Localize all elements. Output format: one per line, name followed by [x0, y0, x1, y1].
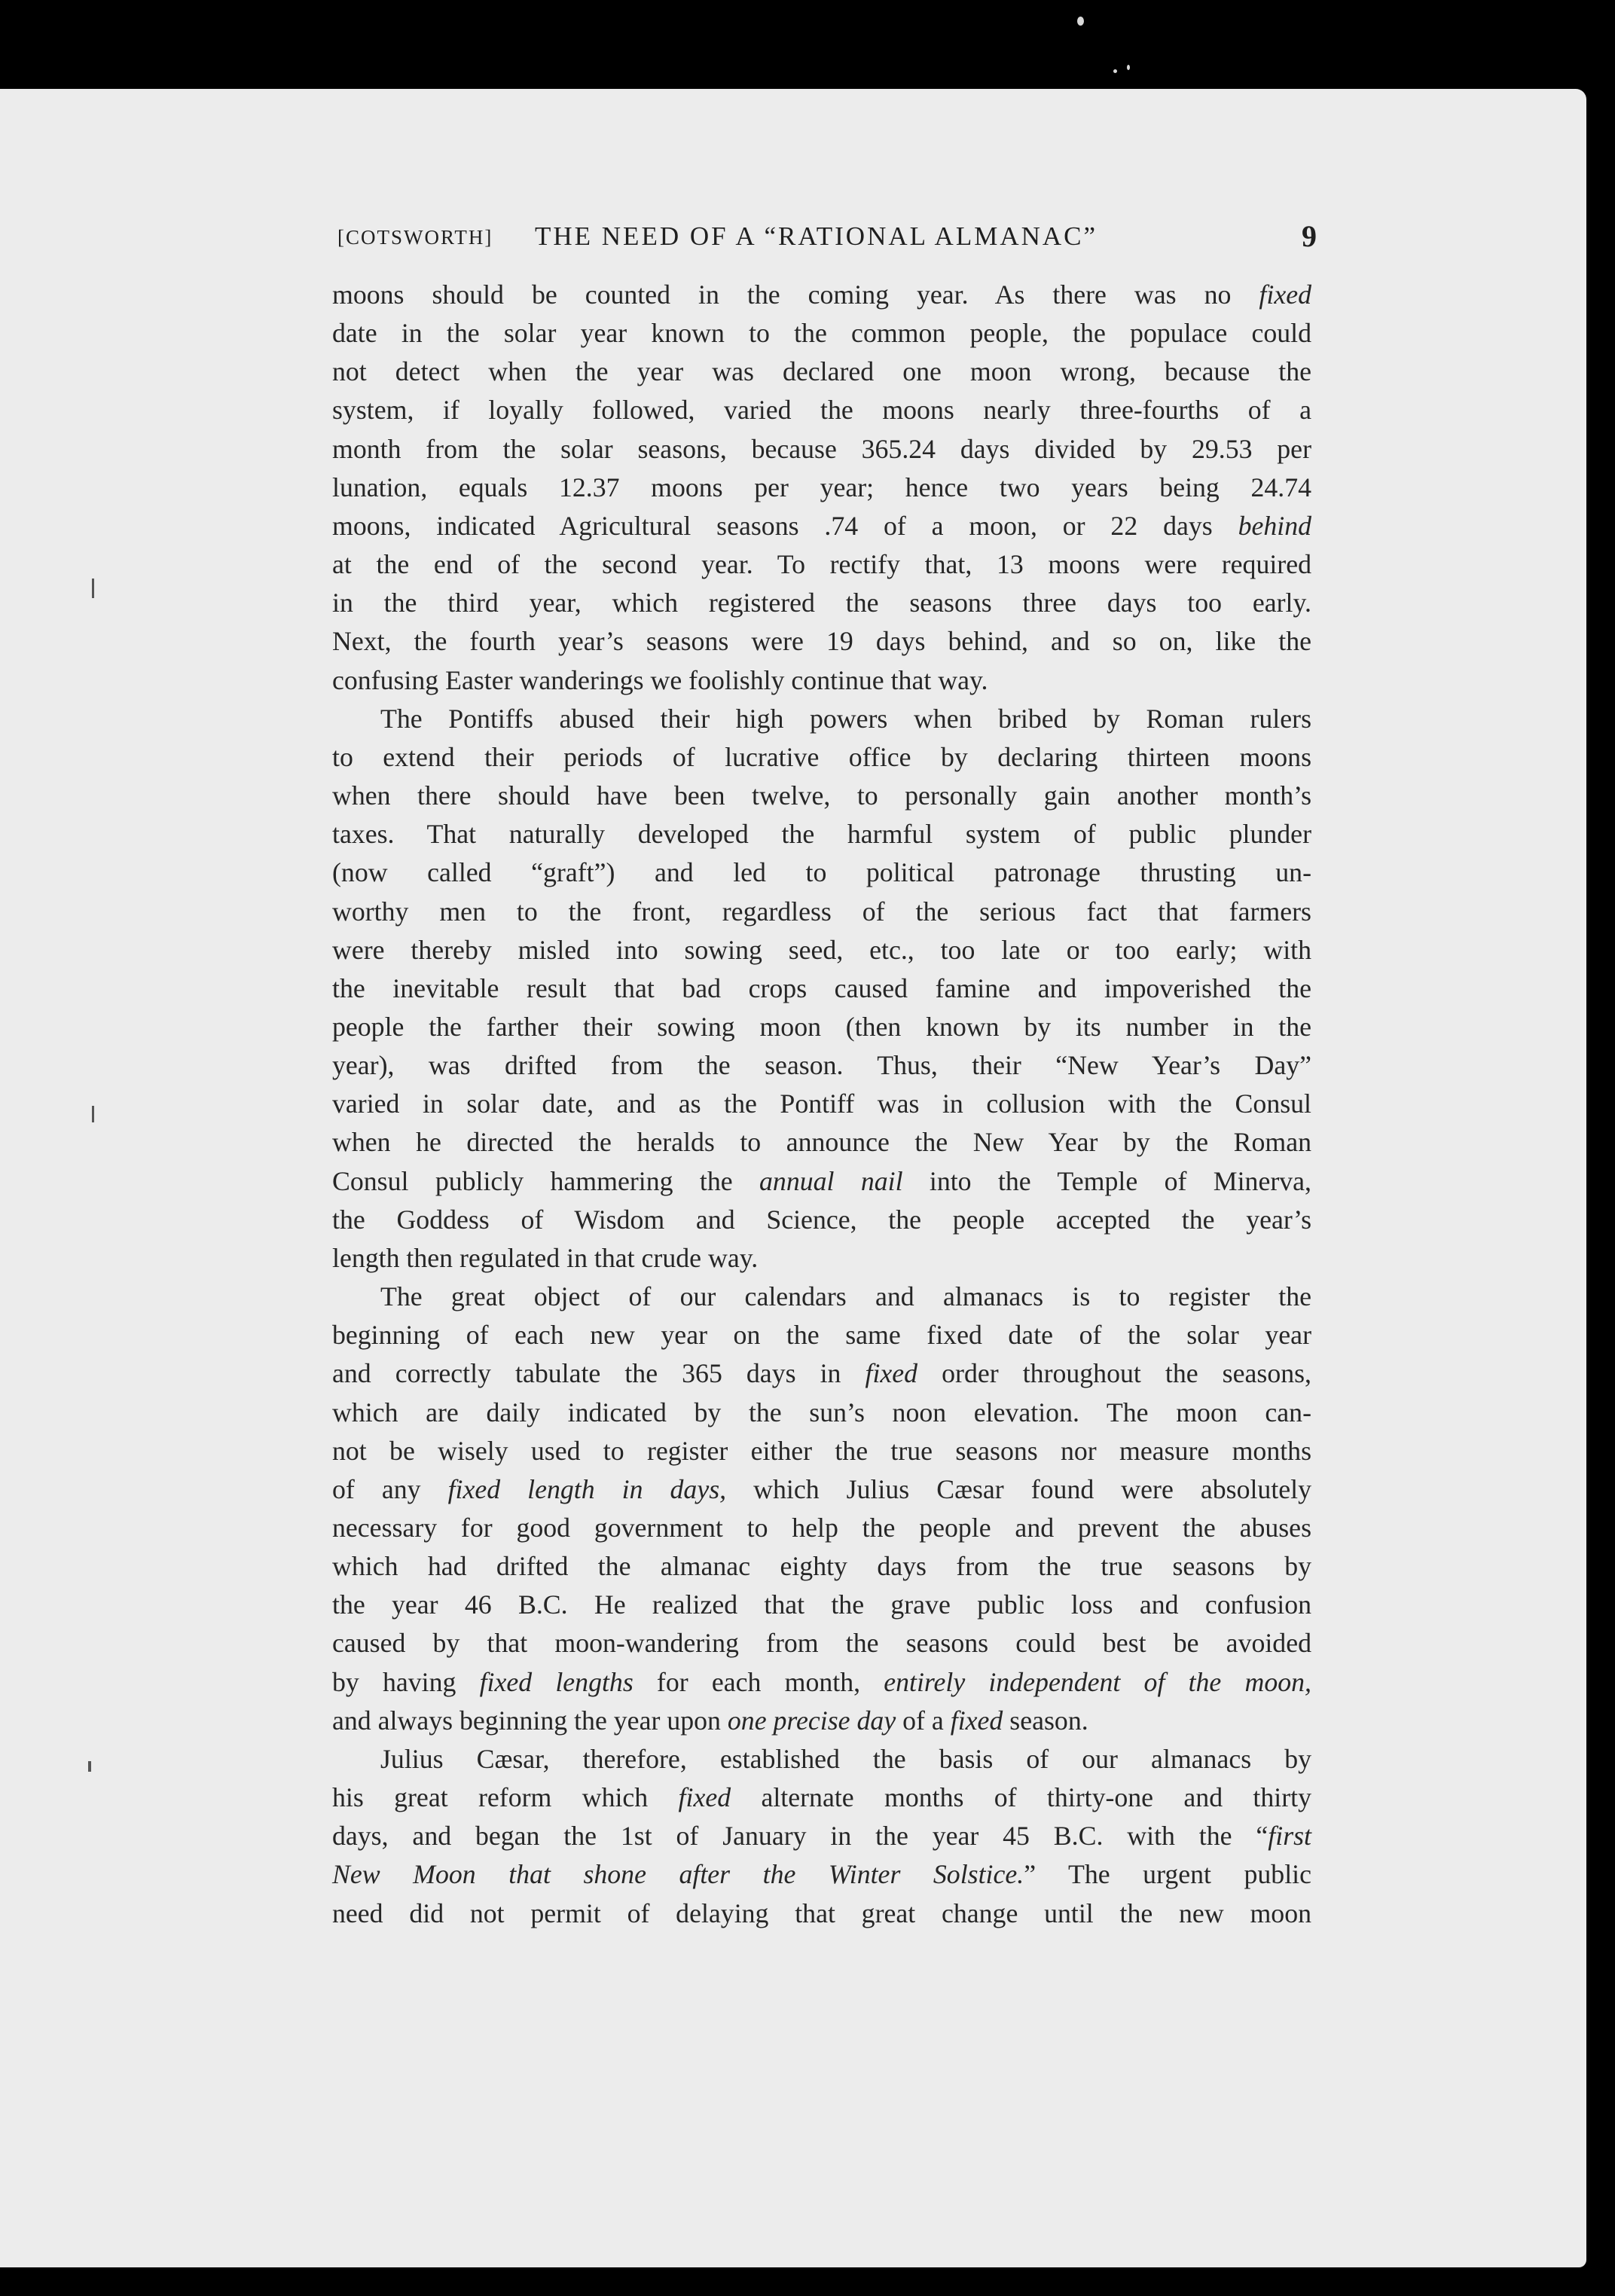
text-line: and correctly tabulate the 365 days in fixed order throughout the seasons,	[332, 1358, 1311, 1389]
text-line: varied in solar date, and as the Pontiff was in collusion with the Consul	[332, 1088, 1311, 1119]
text-line: The Pontiffs abused their high powers when bribed by Roman rulers	[380, 703, 1311, 734]
text-line: not detect when the year was declared one moon wrong, because the	[332, 356, 1311, 387]
text-line: date in the solar year known to the common people, the populace could	[332, 318, 1311, 349]
paragraph	[332, 1740, 1311, 1933]
text-line: and always beginning the year upon one precise day of a fixed season.	[332, 1705, 1088, 1736]
paragraph	[332, 1278, 1311, 1740]
text-line: which had drifted the almanac eighty days from the true seasons by	[332, 1551, 1311, 1582]
scan-speck	[1127, 65, 1130, 70]
text-line: were thereby misled into sowing seed, etc., too late or too early; with	[332, 934, 1311, 965]
text-line: of any fixed length in days, which Julius Cæsar found were absolutely	[332, 1473, 1311, 1504]
text-line: to extend their periods of lucrative office by declaring thirteen moons	[332, 741, 1311, 772]
margin-mark	[92, 1106, 94, 1122]
text-line: month from the solar seasons, because 365.24 days divided by 29.53 per	[332, 433, 1311, 464]
text-line: necessary for good government to help the people and prevent the abuses	[332, 1513, 1311, 1543]
text-line: people the farther their sowing moon (then known by its number in the	[332, 1011, 1311, 1042]
paragraph	[332, 276, 1311, 700]
paragraph	[332, 700, 1311, 1278]
text-line: the Goddess of Wisdom and Science, the people accepted the year’s	[332, 1204, 1311, 1235]
text-line: Julius Cæsar, therefore, established the basis of our almanacs by	[380, 1743, 1311, 1774]
running-header-title: THE NEED OF A “RATIONAL ALMANAC”	[535, 221, 1098, 251]
text-line: system, if loyally followed, varied the moons nearly three-fourths of a	[332, 395, 1311, 426]
text-line: lunation, equals 12.37 moons per year; hence two years being 24.74	[332, 472, 1311, 502]
margin-mark	[92, 579, 94, 598]
text-line: days, and began the 1st of January in the year 45 B.C. with the “first	[332, 1821, 1311, 1852]
text-line: caused by that moon-wandering from the seasons could best be avoided	[332, 1628, 1311, 1659]
text-line: his great reform which fixed alternate months of thirty-one and thirty	[332, 1782, 1311, 1813]
text-line: not be wisely used to register either the true seasons nor measure months	[332, 1435, 1311, 1466]
text-line: Next, the fourth year’s seasons were 19 days behind, and so on, like the	[332, 626, 1311, 657]
text-line: moons should be counted in the coming year. As there was no fixed	[332, 279, 1311, 310]
running-header	[337, 218, 1317, 264]
text-line: in the third year, which registered the seasons three days too early.	[332, 588, 1311, 618]
text-line: moons, indicated Agricultural seasons .74 of a moon, or 22 days behind	[332, 510, 1311, 541]
text-line: The great object of our calendars and almanacs is to register the	[380, 1281, 1311, 1312]
text-line: when there should have been twelve, to personally gain another month’s	[332, 780, 1311, 811]
text-line: Consul publicly hammering the annual nail into the Temple of Minerva,	[332, 1165, 1312, 1196]
text-line: the inevitable result that bad crops caused famine and impoverished the	[332, 972, 1311, 1003]
page-number: 9	[1302, 219, 1317, 253]
margin-mark	[88, 1761, 91, 1772]
text-line: taxes. That naturally developed the harmful system of public plunder	[332, 819, 1311, 850]
text-line: at the end of the second year. To rectify that, 13 moons were required	[332, 549, 1311, 580]
text-line: worthy men to the front, regardless of the serious fact that farmers	[332, 896, 1311, 927]
text-line: which are daily indicated by the sun’s noon elevation. The moon can-	[332, 1397, 1311, 1427]
text-line: by having fixed lengths for each month, entirely independent of the moon,	[332, 1666, 1311, 1697]
scan-speck	[1113, 69, 1117, 73]
page-body	[332, 276, 1311, 1933]
text-line: beginning of each new year on the same fixed date of the solar year	[332, 1320, 1311, 1351]
running-header-author: [COTSWORTH]	[337, 226, 493, 249]
text-line: confusing Easter wanderings we foolishly continue that way.	[332, 664, 988, 695]
text-line: need did not permit of delaying that great change until the new moon	[332, 1898, 1311, 1928]
text-line: the year 46 B.C. He realized that the grave public loss and confusion	[332, 1589, 1311, 1620]
text-line: when he directed the heralds to announce the New Year by the Roman	[332, 1127, 1311, 1158]
text-line: (now called “graft”) and led to political patronage thrusting un-	[332, 857, 1311, 888]
text-line: New Moon that shone after the Winter Solstice.” The urgent public	[332, 1859, 1311, 1890]
scan-speck	[1077, 17, 1084, 26]
text-line: year), was drifted from the season. Thus, their “New Year’s Day”	[332, 1050, 1311, 1081]
text-line: length then regulated in that crude way.	[332, 1242, 759, 1273]
